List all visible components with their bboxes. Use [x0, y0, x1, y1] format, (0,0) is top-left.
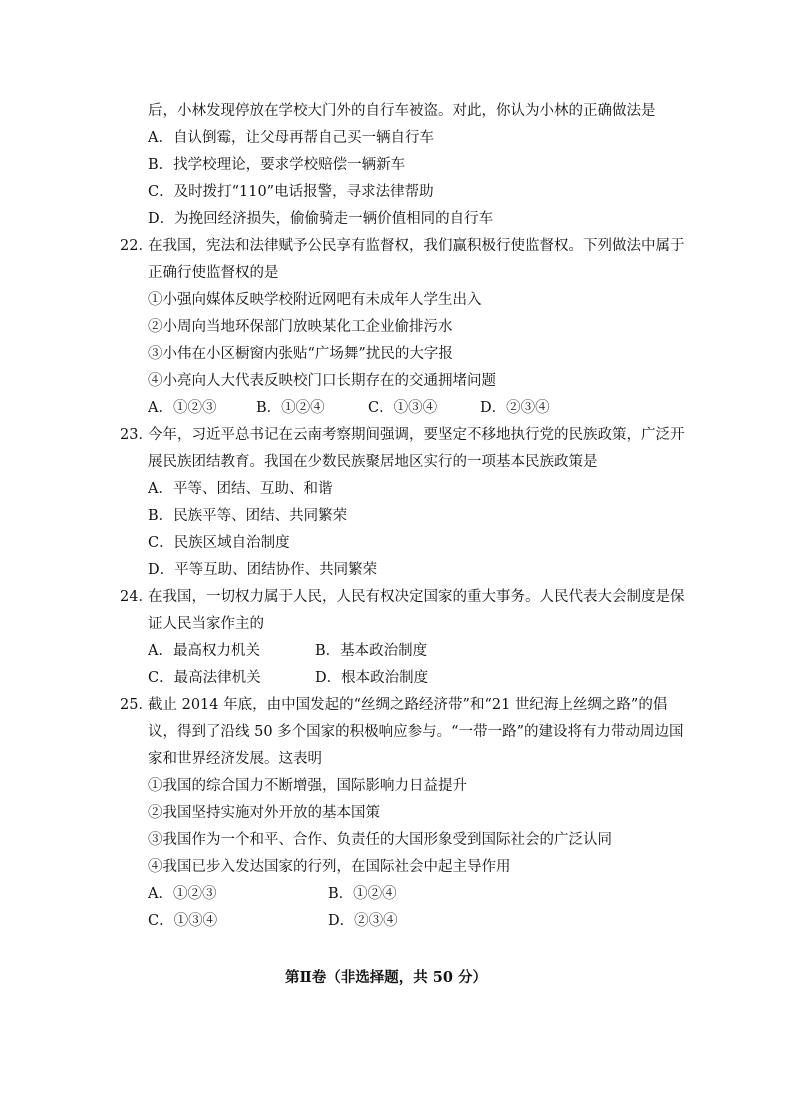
q22-number: 22． [120, 238, 153, 254]
q23-option-b: B．民族平等、团结、共同繁荣 [148, 508, 348, 524]
q21-option-d: D．为挽回经济损失，偷偷骑走一辆价值相同的自行车 [148, 211, 494, 227]
q25-item-1: ①我国的综合国力不断增强，国际影响力日益提升 [148, 778, 467, 794]
q24-option-b: B．基本政治制度 [315, 643, 428, 659]
q25-item-2: ②我国坚持实施对外开放的基本国策 [148, 805, 380, 821]
q22-option-c: C．①③④ [368, 400, 438, 416]
q24-option-d: D．根本政治制度 [315, 670, 429, 686]
q23-option-c: C．民族区域自治制度 [148, 535, 290, 551]
q22-item-1: ①小强向媒体反映学校附近网吧有未成年人学生出入 [148, 292, 482, 308]
q22-stem-line-2: 正确行使监督权的是 [148, 265, 279, 281]
q22-item-3: ③小伟在小区橱窗内张贴“广场舞”扰民的大字报 [148, 346, 453, 362]
q22-item-2: ②小周向当地环保部门放映某化工企业偷排污水 [148, 319, 453, 335]
q21-option-a: A．自认倒霉，让父母再帮自己买一辆自行车 [148, 130, 434, 146]
q24-number: 24． [120, 589, 153, 605]
q22-option-b: B．①②④ [256, 400, 325, 416]
q22-options-row [148, 398, 648, 418]
q24-options-row-1 [148, 641, 548, 661]
q25-option-b: B．①②④ [328, 886, 397, 902]
q23-number: 23． [120, 427, 153, 443]
q24-stem-line-1: 在我国，一切权力属于人民，人民有权决定国家的重大事务。人民代表大会制度是保 [148, 589, 685, 605]
q21-option-c: C．及时拨打“110”电话报警，寻求法律帮助 [148, 184, 434, 200]
q25-options-row-1 [148, 884, 548, 904]
section-2-title: 第Ⅱ卷（非选择题，共 50 分） [285, 969, 487, 986]
q22-option-d: D．②③④ [480, 400, 550, 416]
q22-stem-line-1: 在我国，宪法和法律赋予公民享有监督权，我们赢积极行使监督权。下列做法中属于 [148, 238, 685, 254]
q25-stem-line-3: 家和世界经济发展。这表明 [148, 751, 322, 767]
q21-stem-line: 后，小林发现停放在学校大门外的自行车被盗。对此，你认为小林的正确做法是 [148, 103, 656, 119]
q24-option-a: A．最高权力机关 [148, 643, 260, 659]
q25-options-row-2 [148, 911, 548, 931]
q24-option-c: C．最高法律机关 [148, 670, 261, 686]
q22-item-4: ④小亮向人大代表反映校门口长期存在的交通拥堵问题 [148, 373, 496, 389]
q23-stem-line-2: 展民族团结教育。我国在少数民族聚居地区实行的一项基本民族政策是 [148, 454, 598, 470]
q24-options-row-2 [148, 668, 548, 688]
q25-item-4: ④我国已步入发达国家的行列，在国际社会中起主导作用 [148, 859, 511, 875]
q24-stem-line-2: 证人民当家作主的 [148, 616, 264, 632]
q21-option-b: B．找学校理论，要求学校赔偿一辆新车 [148, 157, 406, 173]
q25-stem-line-2: 议，得到了沿线 50 多个国家的积极响应参与。“一带一路”的建设将有力带动周边国 [148, 724, 684, 740]
q25-option-c: C．①③④ [148, 913, 218, 929]
q25-option-d: D．②③④ [328, 913, 398, 929]
q25-item-3: ③我国作为一个和平、合作、负责任的大国形象受到国际社会的广泛认同 [148, 832, 612, 848]
q22-option-a: A．①②③ [148, 400, 217, 416]
q23-option-a: A．平等、团结、互助、和谐 [148, 481, 333, 497]
q25-stem-line-1: 截止 2014 年底，由中国发起的“丝绸之路经济带”和“21 世纪海上丝绸之路”的倡 [148, 697, 668, 713]
q25-number: 25． [120, 697, 153, 713]
q23-stem-line-1: 今年，习近平总书记在云南考察期间强调，要坚定不移地执行党的民族政策，广泛开 [148, 427, 685, 443]
q23-option-d: D．平等互助、团结协作、共同繁荣 [148, 562, 378, 578]
q25-option-a: A．①②③ [148, 886, 217, 902]
